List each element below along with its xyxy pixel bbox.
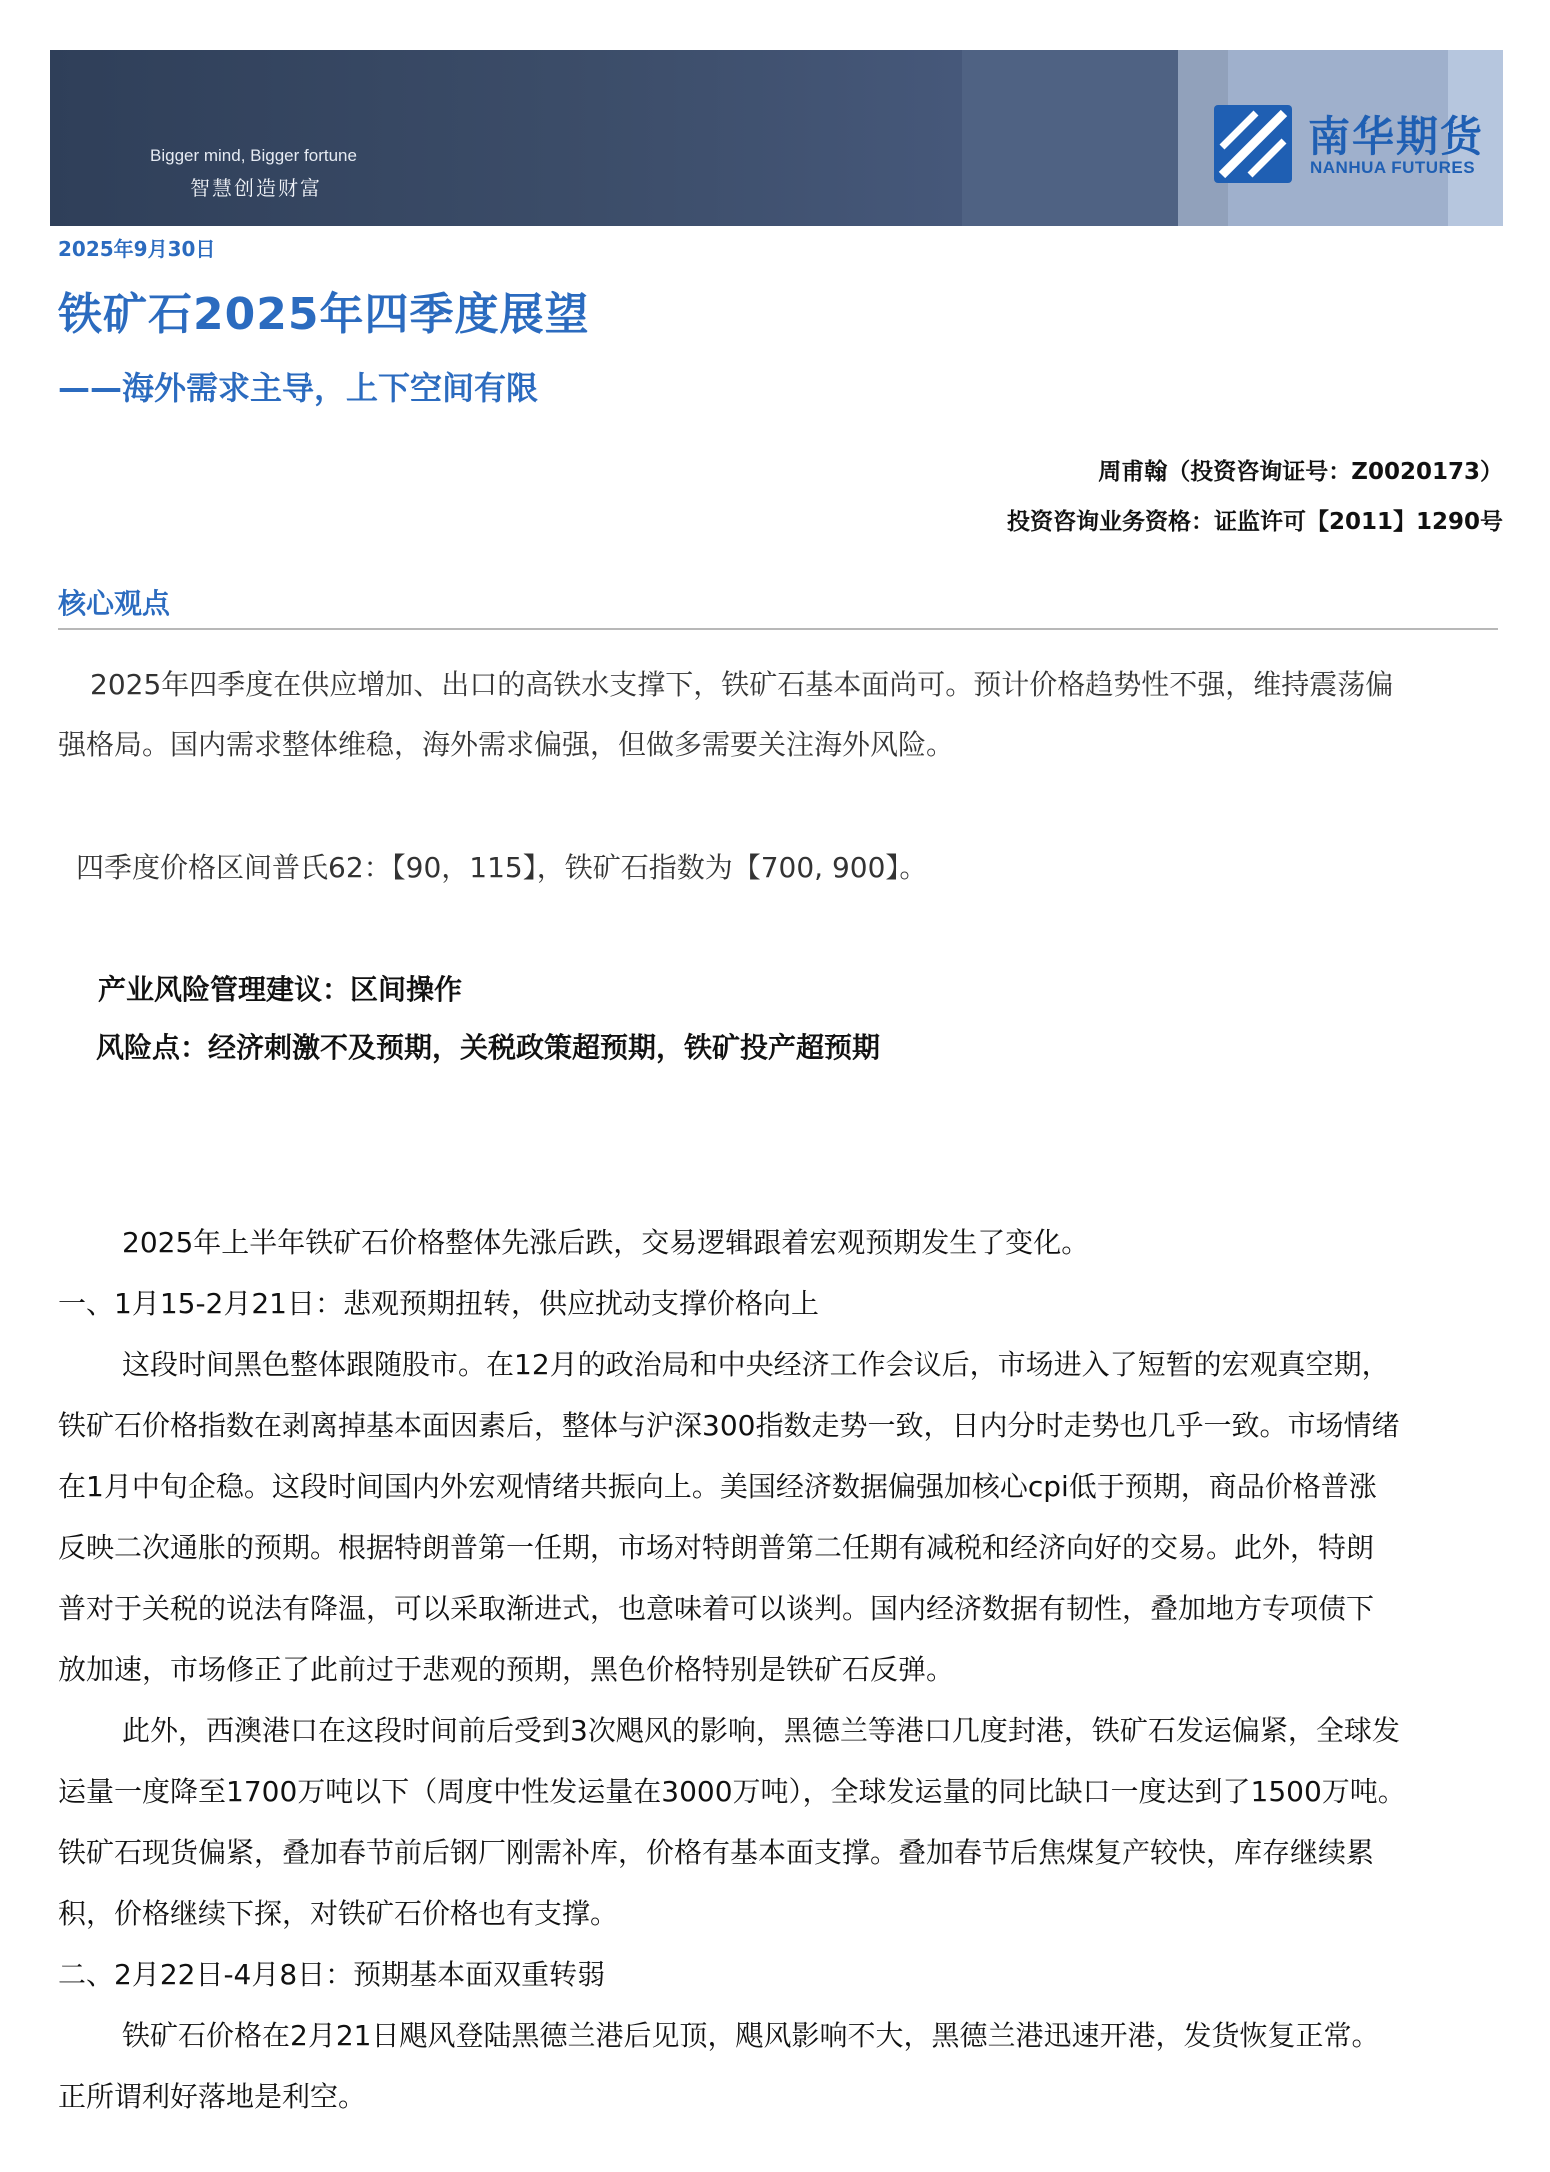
header-banner [50, 50, 1503, 226]
banner-shade [50, 50, 962, 226]
section-heading-1: 一、1月15-2月21日：悲观预期扭转，供应扰动支撑价格向上 [58, 1287, 819, 1320]
core-view-heading: 核心观点 [58, 587, 171, 620]
risk-points: 风险点：经济刺激不及预期，关税政策超预期，铁矿投产超预期 [96, 1031, 881, 1064]
risk-management-advice: 产业风险管理建议：区间操作 [98, 973, 463, 1006]
body-line: 这段时间黑色整体跟随股市。在12月的政治局和中央经济工作会议后，市场进入了短暂的宏观真空期， [122, 1348, 1390, 1381]
divider [58, 628, 1498, 630]
body-line: 铁矿石价格指数在剥离掉基本面因素后，整体与沪深300指数走势一致，日内分时走势也几乎一致。市场情绪 [58, 1409, 1400, 1442]
body-line: 正所谓利好落地是利空。 [58, 2080, 367, 2113]
author-line: 周甫翰（投资咨询证号：Z0020173） [1098, 459, 1503, 485]
price-range: 四季度价格区间普氏62：【90，115】，铁矿石指数为【700, 900】。 [76, 851, 928, 884]
section-heading-2: 二、2月22日-4月8日：预期基本面双重转弱 [58, 1958, 606, 1991]
summary-line: 2025年四季度在供应增加、出口的高铁水支撑下，铁矿石基本面尚可。预计价格趋势性不强，维持震荡偏 [90, 668, 1394, 701]
slogan-cn: 智慧创造财富 [190, 176, 322, 200]
body-line: 运量一度降至1700万吨以下（周度中性发运量在3000万吨），全球发运量的同比缺口一度达到了1500万吨。 [58, 1775, 1406, 1808]
slogan-en: Bigger mind, Bigger fortune [150, 146, 357, 165]
body-line: 放加速，市场修正了此前过于悲观的预期，黑色价格特别是铁矿石反弹。 [58, 1653, 955, 1686]
body-line: 铁矿石价格在2月21日飓风登陆黑德兰港后见顶，飓风影响不大，黑德兰港迅速开港，发货恢复正常。 [122, 2019, 1380, 2052]
logo-text-en: NANHUA FUTURES [1310, 158, 1476, 177]
body-line: 反映二次通胀的预期。根据特朗普第一任期，市场对特朗普第二任期有减税和经济向好的交易。此外，特朗 [58, 1531, 1375, 1564]
report-title: 铁矿石2025年四季度展望 [58, 289, 590, 340]
license-line: 投资咨询业务资格：证监许可【2011】1290号 [1006, 509, 1503, 535]
logo-text-cn: 南华期货 [1308, 112, 1485, 161]
report-date: 2025年9月30日 [58, 237, 216, 261]
body-line: 在1月中旬企稳。这段时间国内外宏观情绪共振向上。美国经济数据偏强加核心cpi低于预期，商品价格普涨 [58, 1470, 1377, 1503]
report-body [58, 1212, 1498, 2127]
intro-paragraph: 2025年上半年铁矿石价格整体先涨后跌，交易逻辑跟着宏观预期发生了变化。 [122, 1226, 1090, 1259]
body-line: 铁矿石现货偏紧，叠加春节前后钢厂刚需补库，价格有基本面支撑。叠加春节后焦煤复产较快，库存继续累 [58, 1836, 1375, 1869]
core-summary [58, 655, 1498, 775]
summary-line: 强格局。国内需求整体维稳，海外需求偏强，但做多需要关注海外风险。 [58, 728, 955, 761]
body-line: 此外，西澳港口在这段时间前后受到3次飓风的影响，黑德兰等港口几度封港，铁矿石发运偏紧，全球发 [122, 1714, 1400, 1747]
body-line: 普对于关税的说法有降温，可以采取渐进式，也意味着可以谈判。国内经济数据有韧性，叠加地方专项债下 [58, 1592, 1375, 1625]
body-line: 积，价格继续下探，对铁矿石价格也有支撑。 [58, 1897, 619, 1930]
nanhua-logo-icon [1214, 105, 1292, 183]
report-subtitle: ——海外需求主导，上下空间有限 [58, 369, 539, 407]
